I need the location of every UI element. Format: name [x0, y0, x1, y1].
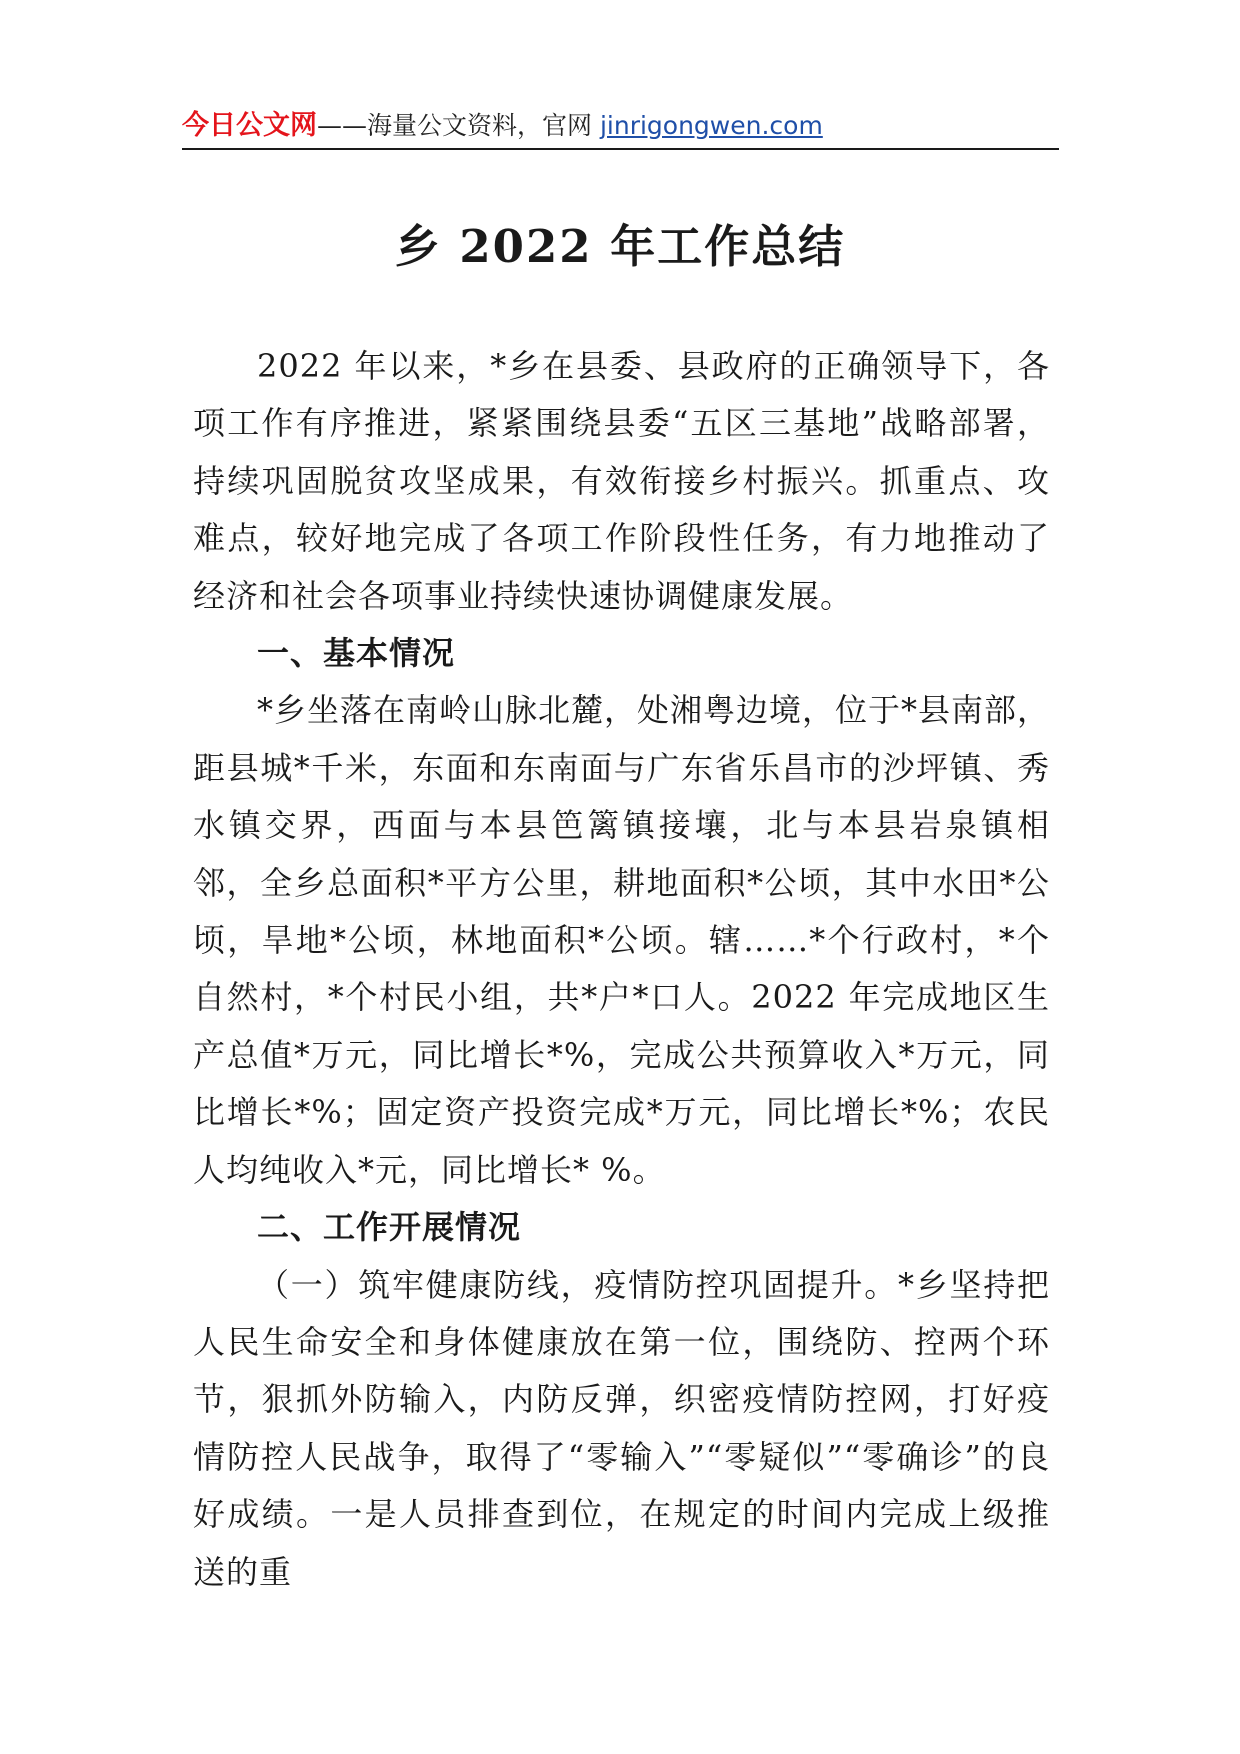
- document-title: 乡 2022 年工作总结: [394, 220, 846, 273]
- intro-paragraph: 2022 年以来，*乡在县委、县政府的正确领导下，各项工作有序推进，紧紧围绕县委“五区三基地”战略部署，持续巩固脱贫攻坚成果，有效衔接乡村振兴。抓重点、攻难点，较好地完成了各项工作阶段性任务，有力地推动了经济和社会各项事业持续快速协调健康发展。: [193, 347, 1050, 615]
- basic-paragraph: *乡坐落在南岭山脉北麓，处湘粤边境，位于*县南部，距县城*千米，东面和东南面与广东省乐昌市的沙坪镇、秀水镇交界，西面与本县笆篱镇接壤，北与本县岩泉镇相邻，全乡总面积*平方公里，耕地面积*公顷，其中水田*公顷，旱地*公顷，林地面积*公顷。辖……*个行政村，*个自然村，*个村民小组，共*户*口人。2022 年完成地区生产总值*万元，同比增长*%，完成公共预算收入*万元，同比增长*%；固定资产投资完成*万元，同比增长*%；农民人均纯收入*元，同比增长* %。: [193, 691, 1051, 1189]
- header-rule: [182, 148, 1059, 150]
- site-link[interactable]: jinrigongwen.com: [599, 111, 823, 140]
- section-heading-work: 二、工作开展情况: [257, 1208, 522, 1247]
- work-paragraph: （一）筑牢健康防线，疫情防控巩固提升。*乡坚持把人民生命安全和身体健康放在第一位，围绕防、控两个环节，狠抓外防输入，内防反弹，织密疫情防控网，打好疫情防控人民战争，取得了“零输入”“零疑似”“零确诊”的良好成绩。一是人员排查到位，在规定的时间内完成上级推送的重: [193, 1265, 1050, 1591]
- document-body: [193, 338, 1050, 1601]
- header-tagline: ——海量公文资料，官网: [317, 111, 600, 140]
- site-header: [182, 104, 1062, 148]
- section-heading-basic: 一、基本情况: [257, 634, 456, 673]
- brand-name: 今日公文网: [182, 110, 317, 141]
